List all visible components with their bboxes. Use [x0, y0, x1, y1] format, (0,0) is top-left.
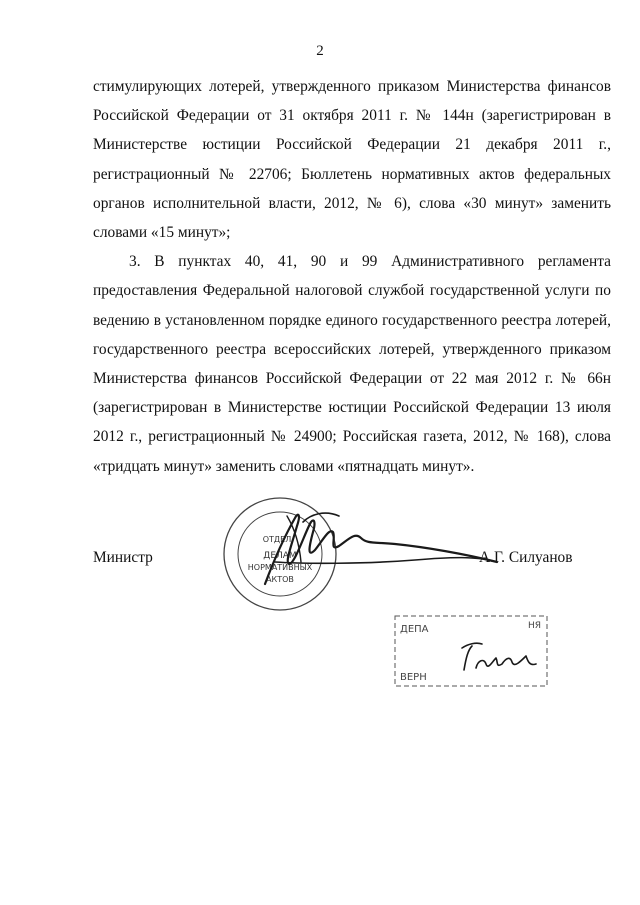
- signatory-position: Министр: [93, 549, 153, 566]
- document-body: [93, 72, 611, 481]
- seal-text-line1: ДЕЛАМ: [263, 551, 297, 561]
- stamp-top-text-right: НЯ: [528, 621, 542, 631]
- seal-text-line3: АКТОВ: [266, 575, 294, 584]
- official-seal-with-signature: [215, 492, 505, 627]
- signatory-name: А.Г. Силуанов: [479, 549, 573, 566]
- stamp-bottom-text: ВЕРН: [400, 672, 427, 683]
- verification-stamp: [392, 612, 552, 692]
- paragraph-continuation: стимулирующих лотерей, утвержденного приказом Министерства финансов Российской Федерации от 31 октября 2011 г. № 144н (зарегистрирован в Министерстве юстиции Российской Федерации 21 декабря 2011 г., регистрационный № 22706; Бюллетень нормативных актов федеральных органов исполнительной власти, 2012, № 6), слова «30 минут» заменить словами «15 минут»;: [93, 78, 611, 242]
- page-number: 2: [316, 43, 324, 59]
- seal-text-line2: НОРМАТИВНЫХ: [247, 563, 313, 572]
- seal-ring-text: ОТДЕЛ: [262, 535, 292, 544]
- stamp-top-text: ДЕПА: [400, 624, 429, 635]
- paragraph-item-3: 3. В пунктах 40, 41, 90 и 99 Административного регламента предоставления Федеральной налоговой службой государственной услуги по ведению в установленном порядке единого государственного реестра лотерей, государственного реестра всероссийских лотерей, утвержденного приказом Министерства финансов Российской Федерации от 22 мая 2012 г. № 66н (зарегистрирован в Министерстве юстиции Российской Федерации 13 июля 2012 г., регистрационный № 24900; Российская газета, 2012, № 168), слова «тридцать минут» заменить словами «пятнадцать минут».: [93, 253, 611, 475]
